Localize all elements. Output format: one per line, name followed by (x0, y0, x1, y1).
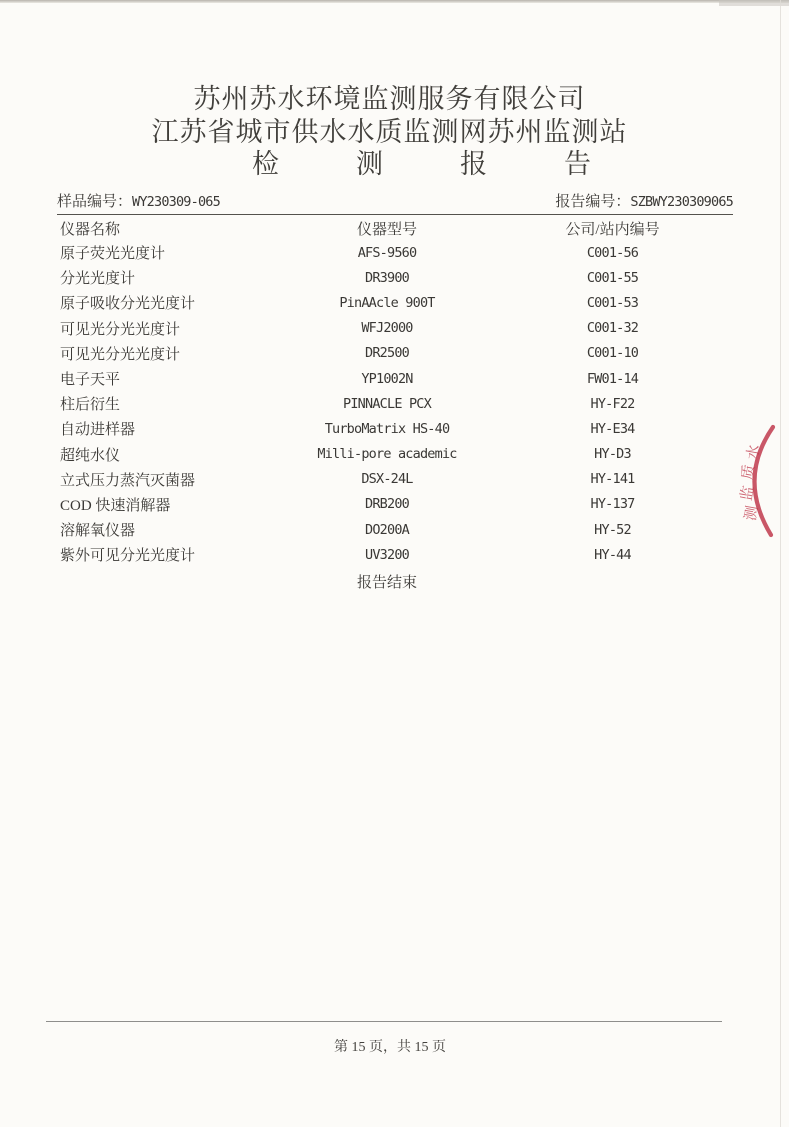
equipment-row (0, 366, 789, 391)
sample-number (57, 194, 220, 211)
equipment-name: 自动进样器 (60, 422, 136, 439)
equipment-name: 电子天平 (60, 372, 121, 389)
equipment-row (0, 492, 789, 517)
equipment-name: 原子荧光光度计 (60, 246, 166, 263)
equipment-name: 分光光度计 (60, 271, 136, 288)
equipment-name: 紫外可见分光光度计 (60, 548, 196, 565)
equipment-code: C001-56 (586, 244, 639, 261)
column-header-code: 公司/站内编号 (565, 221, 660, 238)
equipment-code: HY-52 (594, 521, 631, 538)
equipment-code: HY-44 (594, 546, 631, 563)
equipment-row (0, 416, 789, 441)
column-header-name: 仪器名称 (60, 221, 121, 238)
equipment-row (0, 341, 789, 366)
equipment-row (0, 265, 789, 290)
company-title: 苏州苏水环境监测服务有限公司 (193, 84, 586, 114)
equipment-row (0, 467, 789, 492)
report-number-label: 报告编号： (555, 194, 631, 210)
equipment-model: DR2500 (365, 345, 409, 362)
equipment-code: C001-32 (586, 320, 639, 337)
equipment-model: AFS-9560 (357, 244, 417, 261)
equipment-model: PINNACLE PCX (343, 395, 431, 412)
seal-char: 测 (742, 504, 762, 523)
official-seal-stamp (727, 423, 789, 541)
equipment-model: YP1002N (361, 370, 413, 387)
equipment-model: DSX-24L (361, 471, 413, 488)
equipment-name: COD 快速消解器 (60, 497, 171, 514)
equipment-name: 可见光分光光度计 (60, 346, 181, 363)
equipment-model: Milli-pore academic (317, 446, 457, 463)
equipment-code: C001-53 (586, 294, 639, 311)
equipment-code: HY-137 (590, 496, 635, 513)
equipment-row (0, 517, 789, 542)
equipment-model: UV3200 (365, 546, 409, 563)
equipment-code: HY-141 (590, 471, 635, 488)
equipment-row (0, 442, 789, 467)
equipment-name: 立式压力蒸汽灭菌器 (60, 472, 196, 489)
equipment-name: 柱后衍生 (60, 397, 121, 414)
sample-number-label: 样品编号： (57, 194, 133, 210)
scan-edge-top-right (719, 0, 789, 6)
equipment-code: C001-55 (586, 269, 639, 286)
equipment-code: FW01-14 (586, 370, 639, 387)
seal-char: 质 (739, 463, 759, 482)
equipment-model: TurboMatrix HS-40 (324, 420, 450, 437)
footer-divider (46, 1021, 722, 1022)
equipment-table-header (0, 217, 789, 239)
equipment-model: WFJ2000 (361, 320, 413, 337)
report-number-value: SZBWY230309065 (630, 194, 733, 210)
equipment-row (0, 316, 789, 341)
equipment-name: 原子吸收分光光度计 (60, 296, 196, 313)
equipment-name: 超纯水仪 (60, 447, 121, 464)
report-end-text: 报告结束 (356, 575, 417, 591)
sample-number-value: WY230309-065 (132, 194, 220, 210)
seal-char: 监 (738, 484, 758, 503)
equipment-code: HY-D3 (594, 446, 631, 463)
equipment-model: DRB200 (365, 496, 409, 513)
report-number (555, 194, 733, 211)
station-title: 江苏省城市供水水质监测网苏州监测站 (151, 117, 628, 147)
equipment-row (0, 542, 789, 567)
equipment-rows (0, 240, 789, 567)
equipment-name: 溶解氧仪器 (60, 523, 136, 540)
equipment-code: HY-E34 (590, 420, 635, 437)
equipment-code: C001-10 (586, 345, 639, 362)
equipment-model: DO200A (365, 521, 409, 538)
column-header-model: 仪器型号 (356, 221, 417, 238)
equipment-model: DR3900 (365, 269, 409, 286)
equipment-model: PinAAcle 900T (339, 294, 435, 311)
seal-char: 水 (744, 443, 764, 462)
equipment-code: HY-F22 (590, 395, 635, 412)
equipment-row (0, 290, 789, 315)
scan-edge-top (0, 0, 789, 3)
equipment-name: 可见光分光光度计 (60, 321, 181, 338)
page-indicator: 第 15 页，共 15 页 (334, 1040, 446, 1055)
report-title: 检测报告 (252, 149, 668, 179)
equipment-row (0, 391, 789, 416)
equipment-row (0, 240, 789, 265)
meta-row (57, 194, 733, 215)
